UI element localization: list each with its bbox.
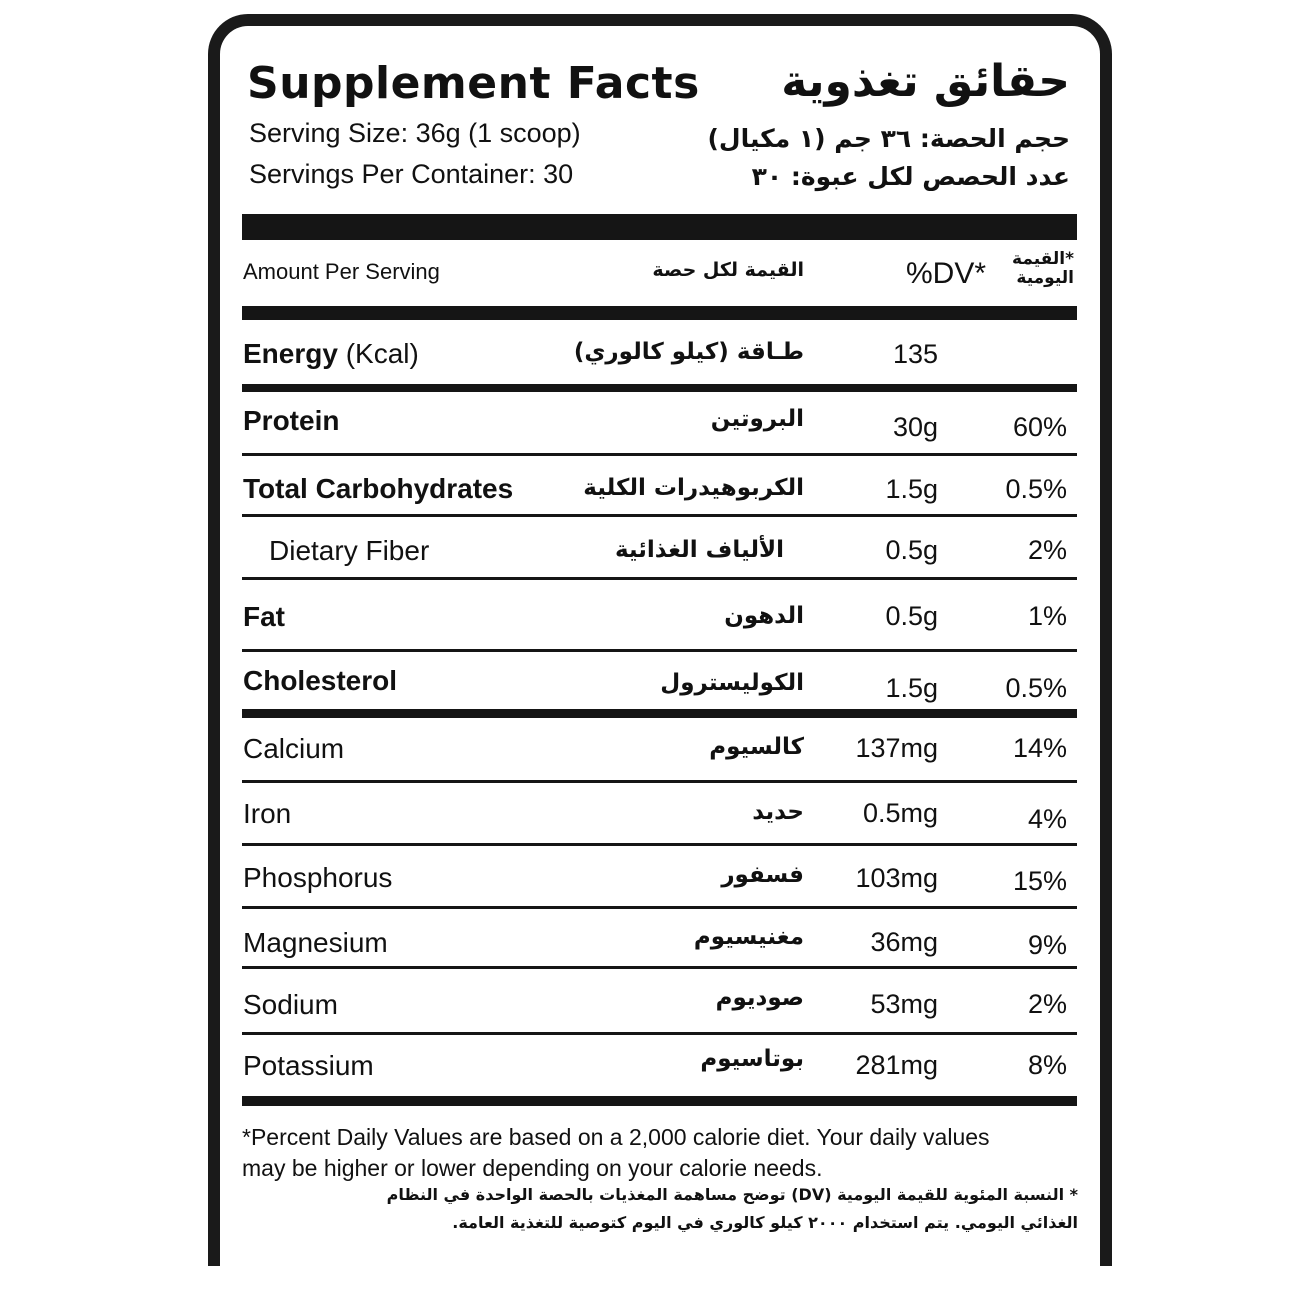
row-divider [242, 843, 1077, 846]
nutrient-name: Sodium [243, 989, 338, 1020]
nutrient-name-arabic: الدهون [724, 603, 804, 629]
nutrient-percent-dv: 14% [1012, 733, 1067, 763]
nutrient-name-arabic: حديد [752, 799, 804, 825]
nutrient-name-arabic: بوتاسيوم [700, 1046, 804, 1072]
nutrient-name: Dietary Fiber [269, 535, 430, 566]
row-divider [242, 649, 1077, 652]
nutrient-percent-dv: 1% [1027, 601, 1067, 631]
header-percent-dv: %DV* [906, 257, 987, 290]
footnote-arabic-line1: * النسبة المئوية للقيمة اليومية (DV) توضح مساهمة المغذيات بالحصة الواحدة في النظام [386, 1185, 1078, 1204]
nutrient-amount: 53mg [870, 989, 938, 1019]
header-daily-value-arabic-line2: اليومية [1016, 268, 1074, 288]
nutrient-name-arabic: الكوليسترول [660, 670, 804, 696]
nutrient-name-arabic: صوديوم [715, 985, 804, 1011]
nutrient-percent-dv: 8% [1027, 1050, 1067, 1080]
row-divider [242, 577, 1077, 580]
nutrient-name [243, 338, 419, 370]
nutrient-percent-dv: 2% [1027, 989, 1067, 1019]
nutrient-name: Protein [243, 405, 340, 436]
servings-per-container-english: Servings Per Container: 30 [249, 159, 574, 189]
footnote-english-line1: *Percent Daily Values are based on a 2,000 calorie diet. Your daily values [242, 1124, 990, 1150]
nutrient-amount: 137mg [855, 733, 938, 763]
nutrient-name: Iron [243, 798, 292, 829]
nutrient-name: Phosphorus [243, 862, 393, 893]
header-daily-value-arabic [1012, 250, 1074, 288]
nutrient-amount: 103mg [855, 863, 938, 893]
nutrient-name-arabic: الألياف الغذائية [614, 537, 784, 563]
nutrient-amount: 281mg [855, 1050, 938, 1080]
nutrient-percent-dv: 4% [1027, 804, 1067, 834]
row-divider [242, 1032, 1077, 1035]
nutrient-amount: 36mg [870, 927, 938, 957]
nutrient-percent-dv: 60% [1012, 412, 1067, 442]
footnote-english-line2: may be higher or lower depending on your calorie needs. [242, 1155, 823, 1181]
header-amount-per-serving: Amount Per Serving [243, 259, 440, 284]
nutrient-amount: 0.5g [885, 535, 938, 565]
nutrient-amount: 30g [892, 412, 938, 442]
serving-size-english: Serving Size: 36g (1 scoop) [249, 118, 581, 148]
header-divider [242, 306, 1077, 320]
serving-size-arabic: حجم الحصة: ٣٦ جم (١ مكيال) [707, 124, 1070, 153]
nutrient-percent-dv: 0.5% [1005, 673, 1067, 703]
nutrient-amount: 135 [892, 339, 938, 369]
nutrient-name-main: Energy [243, 338, 338, 369]
title-arabic: حقائق تغذوية [781, 56, 1070, 107]
nutrient-name: Fat [243, 601, 285, 632]
footnote-arabic-line2: الغذائي اليومي. يتم استخدام ٢٠٠٠ كيلو كالوري في اليوم كتوصية للتغذية العامة. [452, 1213, 1078, 1232]
frame-bottom-left [204, 1266, 228, 1290]
nutrient-percent-dv: 9% [1027, 930, 1067, 960]
nutrient-percent-dv: 0.5% [1005, 474, 1067, 504]
nutrient-amount: 0.5mg [862, 798, 938, 828]
row-divider [242, 384, 1077, 392]
nutrient-name-arabic: البروتين [710, 406, 804, 432]
row-divider [242, 906, 1077, 909]
nutrient-name: Calcium [243, 733, 345, 764]
nutrient-percent-dv: 15% [1012, 866, 1067, 896]
nutrient-percent-dv: 2% [1027, 535, 1067, 565]
nutrient-name: Potassium [243, 1050, 374, 1081]
nutrient-amount: 0.5g [885, 601, 938, 631]
header-amount-per-serving-arabic: القيمة لكل حصة [652, 259, 804, 281]
nutrient-amount: 1.5g [885, 474, 938, 504]
nutrient-name: Cholesterol [243, 665, 398, 696]
row-divider [242, 514, 1077, 517]
nutrient-unit-note: (Kcal) [337, 338, 419, 369]
thick-divider-bottom [242, 1096, 1077, 1106]
nutrient-name-arabic: الكربوهيدرات الكلية [583, 475, 804, 501]
row-divider-thick [242, 709, 1077, 718]
header-daily-value-arabic-line1: *القيمة [1012, 249, 1074, 269]
row-divider [242, 780, 1077, 783]
nutrient-name-arabic: مغنيسيوم [693, 924, 804, 950]
frame-bottom-right [1092, 1266, 1116, 1290]
title-english: Supplement Facts [247, 58, 700, 109]
row-divider [242, 453, 1077, 456]
thick-divider-top [242, 214, 1077, 240]
nutrient-name-arabic: طـاقة (كيلو كالوري) [573, 339, 804, 365]
servings-per-container-arabic: عدد الحصص لكل عبوة: ٣٠ [751, 162, 1070, 191]
nutrient-name-arabic: فسفور [721, 862, 804, 888]
row-divider [242, 966, 1077, 969]
nutrient-name: Total Carbohydrates [243, 473, 514, 504]
nutrient-amount: 1.5g [885, 673, 938, 703]
nutrient-name-arabic: كالسيوم [709, 734, 804, 760]
nutrient-name: Magnesium [243, 927, 388, 958]
